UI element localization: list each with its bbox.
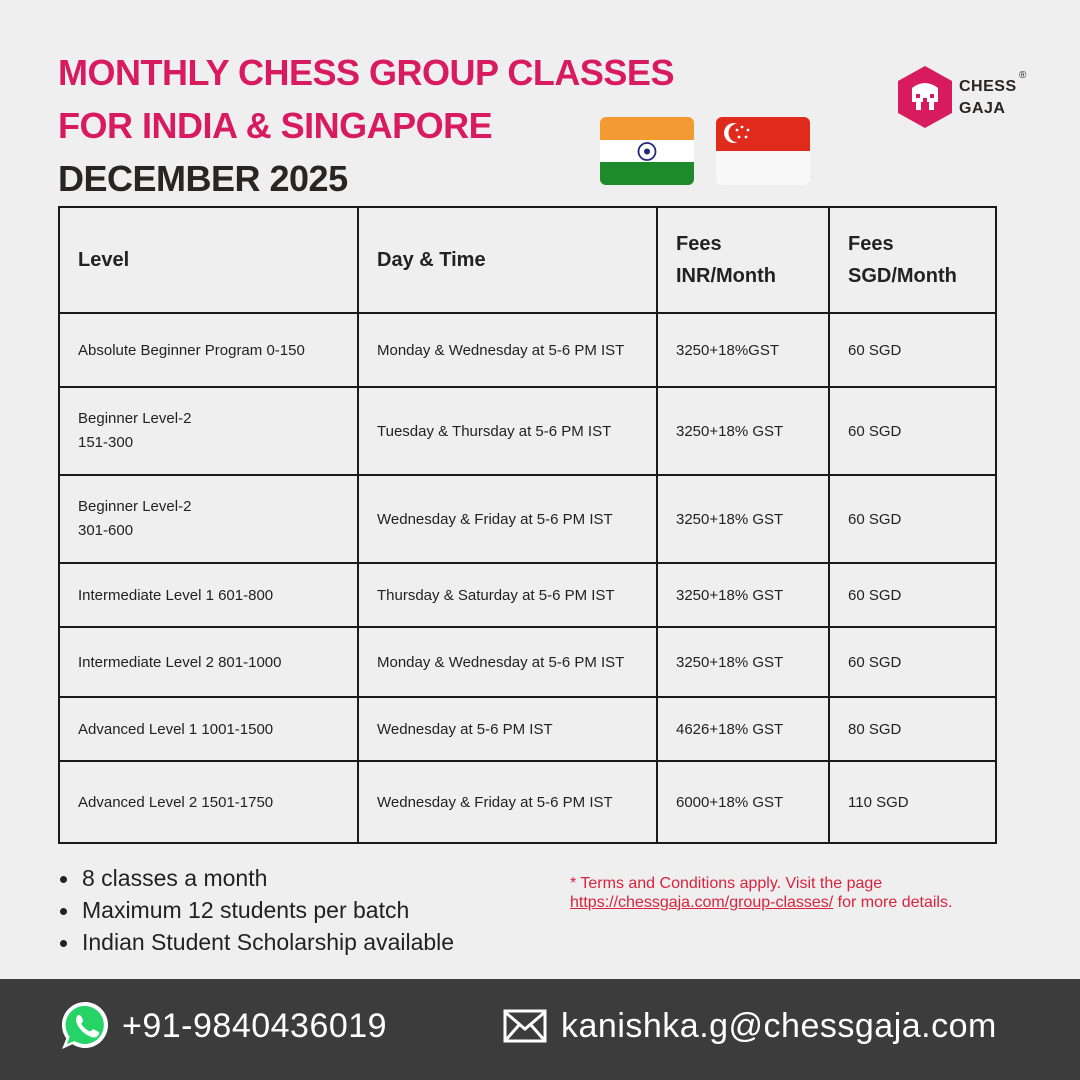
cell-day-time: Monday & Wednesday at 5-6 PM IST: [358, 627, 657, 697]
phone-number[interactable]: +91-9840436019: [122, 1007, 388, 1045]
table-header-row: [59, 207, 996, 313]
header-fees-inr-line2: INR/Month: [676, 265, 776, 287]
cell-fee-inr: 6000+18% GST: [657, 761, 829, 843]
table-row: [59, 387, 996, 475]
chessgaja-logo: [895, 64, 1035, 130]
cell-fee-sgd: 80 SGD: [829, 697, 996, 761]
table-row: [59, 563, 996, 627]
whatsapp-icon: [58, 999, 112, 1053]
terms-link-line: [570, 893, 1050, 912]
header-day-time: Day & Time: [358, 207, 657, 313]
table-row: [59, 313, 996, 387]
elephant-hexagon-icon: [895, 64, 955, 130]
group-classes-link[interactable]: https://chessgaja.com/group-classes/: [570, 894, 834, 911]
header-fees-sgd-line2: SGD/Month: [848, 265, 957, 287]
list-item: Indian Student Scholarship available: [58, 926, 454, 958]
terms-suffix: for more details.: [833, 894, 953, 911]
cell-level: Absolute Beginner Program 0-150: [59, 313, 358, 387]
class-schedule-table: [58, 206, 997, 844]
table-row: [59, 697, 996, 761]
cell-fee-inr: 3250+18%GST: [657, 313, 829, 387]
mail-icon: [503, 1009, 547, 1043]
list-item: 8 classes a month: [58, 862, 454, 894]
logo-text-chess: CHESS: [959, 78, 1017, 95]
cell-day-time: Thursday & Saturday at 5-6 PM IST: [358, 563, 657, 627]
cell-level: Advanced Level 1 1001-1500: [59, 697, 358, 761]
page-title-line-1: MONTHLY CHESS GROUP CLASSES: [58, 52, 674, 93]
cell-fee-sgd: 60 SGD: [829, 627, 996, 697]
cell-day-time: Wednesday at 5-6 PM IST: [358, 697, 657, 761]
cell-level: Beginner Level-2 301-600: [59, 475, 358, 563]
cell-level: Intermediate Level 2 801-1000: [59, 627, 358, 697]
logo-text-gaja: GAJA: [959, 100, 1006, 117]
header-fees-inr: [657, 207, 829, 313]
india-flag-icon: [600, 117, 694, 185]
features-list: [58, 862, 454, 958]
email-address[interactable]: kanishka.g@chessgaja.com: [561, 1007, 997, 1045]
cell-fee-inr: 4626+18% GST: [657, 697, 829, 761]
cell-fee-inr: 3250+18% GST: [657, 475, 829, 563]
cell-fee-inr: 3250+18% GST: [657, 627, 829, 697]
cell-fee-sgd: 60 SGD: [829, 475, 996, 563]
list-item: Maximum 12 students per batch: [58, 894, 454, 926]
cell-day-time: Monday & Wednesday at 5-6 PM IST: [358, 313, 657, 387]
terms-note: [570, 874, 1050, 912]
cell-level: Advanced Level 2 1501-1750: [59, 761, 358, 843]
cell-fee-sgd: 60 SGD: [829, 313, 996, 387]
cell-day-time: Tuesday & Thursday at 5-6 PM IST: [358, 387, 657, 475]
cell-fee-inr: 3250+18% GST: [657, 387, 829, 475]
header-fees-sgd: [829, 207, 996, 313]
singapore-flag-icon: [716, 117, 810, 185]
table-row: [59, 475, 996, 563]
header-fees-inr-line1: Fees: [676, 233, 722, 255]
table-row: [59, 761, 996, 843]
cell-fee-sgd: 110 SGD: [829, 761, 996, 843]
cell-level: Intermediate Level 1 601-800: [59, 563, 358, 627]
cell-fee-sgd: 60 SGD: [829, 387, 996, 475]
registered-mark: ®: [1019, 70, 1027, 81]
terms-text: * Terms and Conditions apply. Visit the page: [570, 875, 883, 892]
header-fees-sgd-line1: Fees: [848, 233, 894, 255]
cell-day-time: Wednesday & Friday at 5-6 PM IST: [358, 761, 657, 843]
cell-level: Beginner Level-2 151-300: [59, 387, 358, 475]
table-row: [59, 627, 996, 697]
cell-day-time: Wednesday & Friday at 5-6 PM IST: [358, 475, 657, 563]
cell-fee-sgd: 60 SGD: [829, 563, 996, 627]
cell-fee-inr: 3250+18% GST: [657, 563, 829, 627]
contact-footer: [0, 979, 1080, 1080]
page-subtitle-month: DECEMBER 2025: [58, 158, 348, 199]
header-level: Level: [59, 207, 358, 313]
page-title-line-2: FOR INDIA & SINGAPORE: [58, 105, 493, 146]
